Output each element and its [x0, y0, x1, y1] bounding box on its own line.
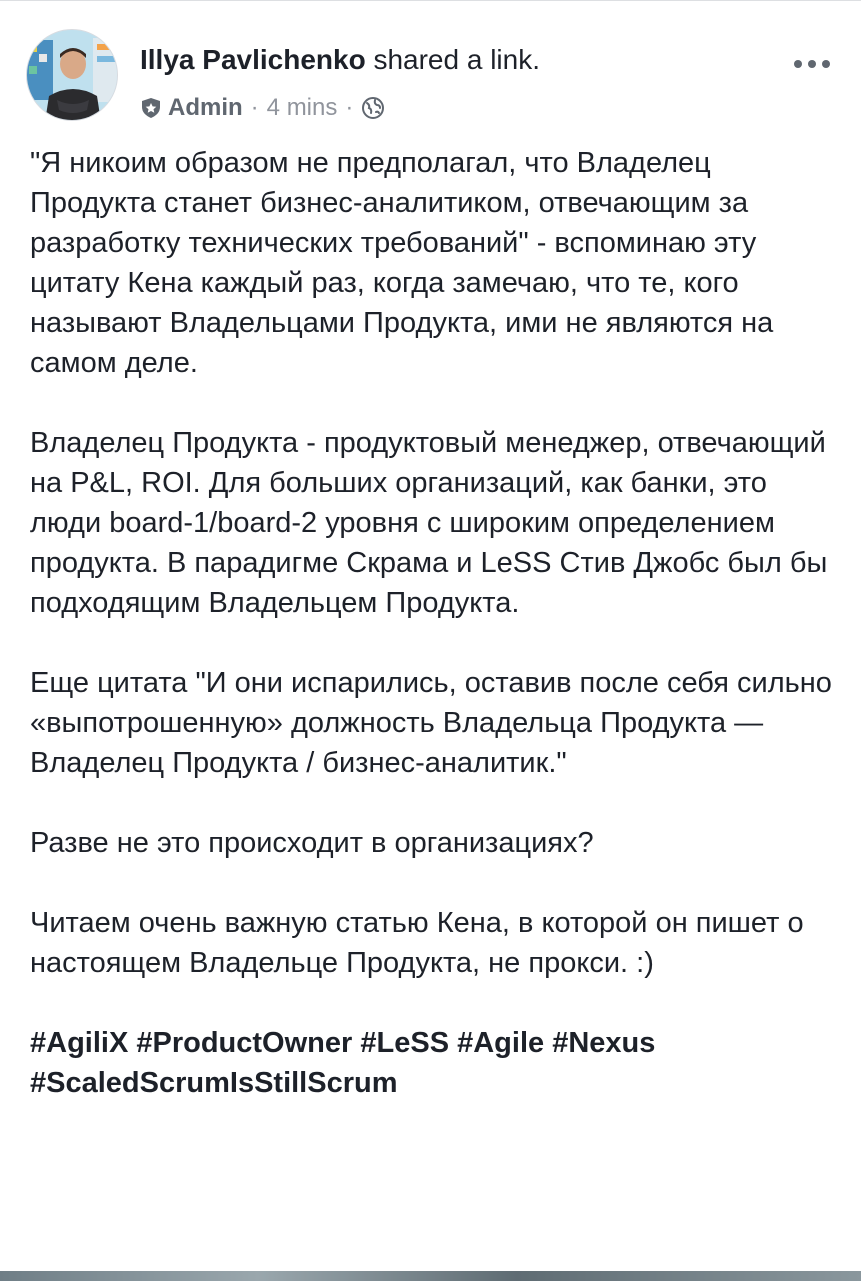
globe-icon[interactable]: [361, 96, 385, 120]
hashtag-list: [30, 1023, 840, 1103]
post-action: shared a link.: [373, 44, 540, 75]
post-paragraph: Еще цитата "И они испарились, оставив после себя сильно «выпотрошенную» должность Владельца Продукта — Владелец Продукта / бизнес-аналитик.": [30, 667, 832, 779]
shield-icon: [140, 97, 162, 119]
hashtag-link[interactable]: #ProductOwner: [136, 1027, 353, 1059]
role-badge: Admin: [168, 94, 243, 121]
post-content: [30, 143, 840, 1143]
more-options-button[interactable]: [788, 49, 836, 79]
avatar[interactable]: [26, 29, 118, 121]
author-line: [140, 43, 540, 77]
post-paragraph: Владелец Продукта - продуктовый менеджер, отвечающий на P&L, ROI. Для больших организаций, как банки, это люди board-1/board-2 уровня с широким определением продукта. В парадигме Скрама и LeSS Стив Джобс был бы подходящим Владельцем Продукта.: [30, 427, 828, 619]
hashtag-link[interactable]: #Agile: [457, 1027, 545, 1059]
post-header: [26, 29, 836, 125]
post-time[interactable]: 4 mins: [266, 94, 338, 121]
hashtag-link[interactable]: #ScaledScrumIsStillScrum: [30, 1067, 398, 1099]
hashtag-link[interactable]: #AgiliX: [30, 1027, 129, 1059]
hashtag-link[interactable]: #LeSS: [360, 1027, 450, 1059]
more-dots-icon: [792, 59, 832, 69]
avatar-photo: [27, 30, 118, 121]
meta-separator: ·: [345, 94, 354, 121]
meta-separator: ·: [250, 94, 259, 121]
post-meta: [140, 93, 385, 123]
post-paragraph: Читаем очень важную статью Кена, в которой он пишет о настоящем Владельце Продукта, не прокси. :): [30, 907, 804, 979]
hashtag-link[interactable]: #Nexus: [552, 1027, 656, 1059]
post-paragraph: "Я никоим образом не предполагал, что Владелец Продукта станет бизнес-аналитиком, отвечающим за разработку технических требований" - вспоминаю эту цитату Кена каждый раз, когда замечаю, что те, кого называют Владельцами Продукта, ими не являются на самом деле.: [30, 147, 774, 379]
post-paragraph: Разве не это происходит в организациях?: [30, 827, 594, 859]
author-name[interactable]: Illya Pavlichenko: [140, 44, 366, 75]
